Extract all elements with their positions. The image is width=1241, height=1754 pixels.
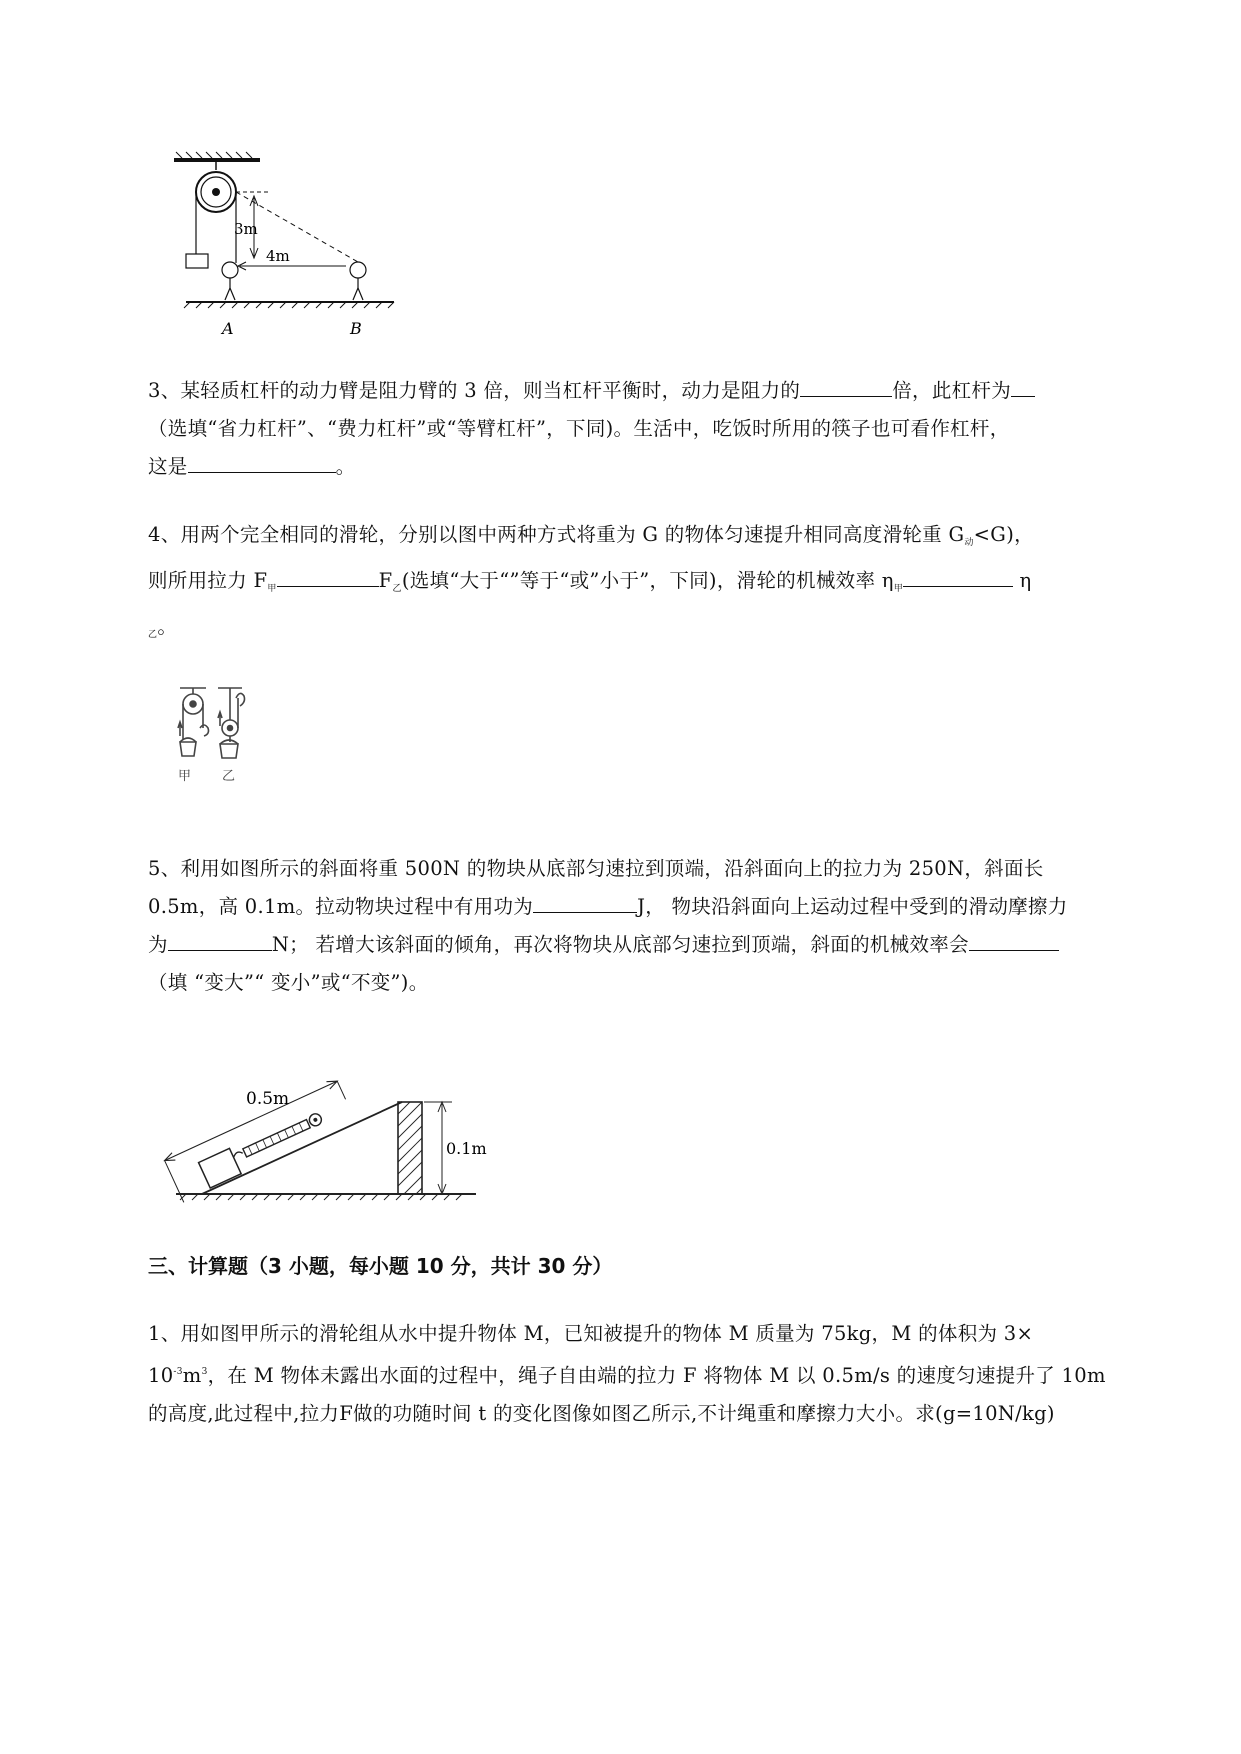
incline-figure <box>172 1044 487 1204</box>
label-a: A <box>222 319 234 338</box>
label-3m: 3m <box>234 220 258 238</box>
answer-blank[interactable] <box>903 564 1013 587</box>
answer-blank[interactable] <box>1011 374 1035 397</box>
answer-blank[interactable] <box>188 450 336 473</box>
label-b: B <box>350 319 362 338</box>
label-jia: 甲 <box>178 769 192 784</box>
answer-blank[interactable] <box>969 928 1059 951</box>
answer-blank[interactable] <box>277 564 379 587</box>
pulley-people-figure <box>170 150 410 350</box>
question-4: 4、用两个完全相同的滑轮，分别以图中两种方式将重为 G 的物体匀速提升相同高度滑轮重 $G_动<G$)， 则所用拉力 $F_甲$ $F_乙$(选填“大于“”等于“或”小于”，下同)，滑轮的机械效率 $\eta_甲$ η $_乙$。 <box>148 523 1034 640</box>
section-heading: 三、计算题（3 小题，每小题 10 分，共计 30 分） <box>148 1254 613 1278</box>
answer-blank[interactable] <box>800 374 892 397</box>
calc-question-1: 1、用如图甲所示的滑轮组从水中提升物体 M，已知被提升的物体 M 质量为 75kg，M 的体积为 3× $10^{-3}m^3$，在 M 物体未露出水面的过程中，绳子自由端的拉力 F 将物体 M 以 0.5m/s 的速度匀速提升了 10m 的高度,此过程中,拉力F做的功随时间 t 的变化图像如图乙所示,不计绳重和摩擦力大小。求(g=10N/kg) <box>148 1322 1106 1425</box>
question-5: 5、利用如图所示的斜面将重 500N 的物块从底部匀速拉到顶端，沿斜面向上的拉力为 250N，斜面长 0.5m，高 0.1m。拉动物块过程中有用功为 J， 物块沿斜面向上运动过程中受到的滑动摩擦力 为 N； 若增大该斜面的倾角，再次将物块从底部匀速拉到顶端，斜面的机械效率会 （填 “变大”“ 变小”或“不变”)。 <box>148 857 1068 994</box>
answer-blank[interactable] <box>168 928 272 951</box>
question-3: 3、某轻质杠杆的动力臂是阻力臂的 3 倍，则当杠杆平衡时，动力是阻力的 倍，此杠杆为 （选填“省力杠杆”、“费力杠杆”或“等臂杠杆”，下同)。生活中，吃饭时所用的筷子也可看作杠杆， 这是 。 <box>148 372 1158 486</box>
label-height: 0.1m <box>446 1139 487 1158</box>
label-length: 0.5m <box>246 1089 290 1109</box>
label-4m: 4m <box>266 247 290 265</box>
label-yi: 乙 <box>222 769 236 784</box>
answer-blank[interactable] <box>533 890 637 913</box>
pulleys-figure <box>176 684 286 799</box>
